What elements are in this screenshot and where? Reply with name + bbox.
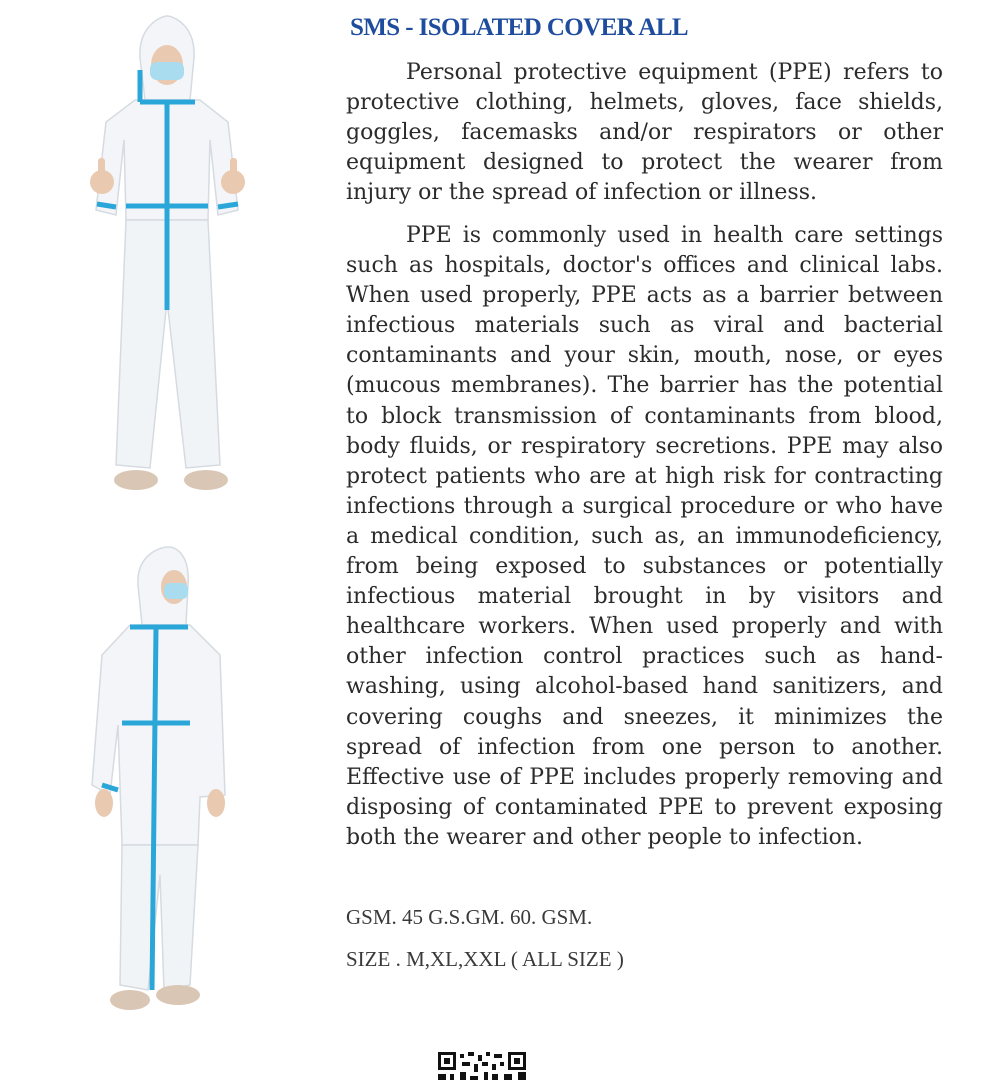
spec-gsm: GSM. 45 G.S.GM. 60. GSM.: [346, 905, 593, 929]
qr-code-icon: [438, 1052, 526, 1080]
paragraph-ppe-definition: Personal protective equipment (PPE) refers to protective clothing, helmets, gloves, face shields, goggles, facemasks and/or respirators or other equipment designed to protect the wearer from injury or the spread of infection or illness.: [346, 60, 943, 206]
paragraph-ppe-usage: PPE is commonly used in health care settings such as hospitals, doctor's offices and clinical labs. When used properly, PPE acts as a barrier between infectious materials such as viral and bacterial contaminants and your skin, mouth, nose, or eyes (mucous membranes). The barrier has the potential to block transmission of contaminants from blood, body fluids, or respiratory secretions. PPE may also protect patients who are at high risk for contracting infections through a surgical procedure or who have a medical condition, such as, an immunodeficiency, from being exposed to substances or potentially infectious material brought in by visitors and healthcare workers. When used properly and with other infection control practices such as hand-washing, using alcohol-based hand sanitizers, and covering coughs and sneezes, it minimizes the spread of infection from one person to another. Effective use of PPE includes properly removing and disposing of contaminated PPE to prevent exposing both the wearer and other people to infection.: [346, 223, 943, 850]
spec-size: SIZE . M,XL,XXL ( ALL SIZE ): [346, 947, 624, 971]
page-title: SMS - ISOLATED COVER ALL: [350, 14, 688, 41]
coverall-front-view-image: [60, 10, 275, 505]
coverall-side-view-image: [60, 545, 260, 1035]
